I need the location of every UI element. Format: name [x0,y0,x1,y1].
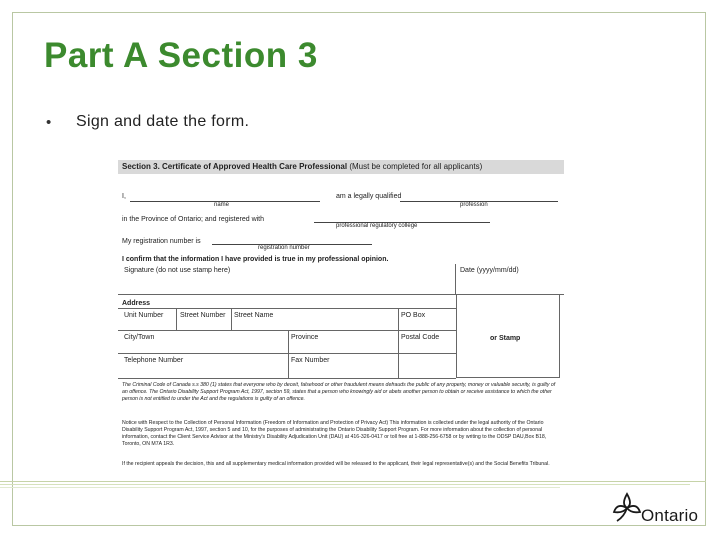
date-divider [455,264,456,294]
bullet-text: Sign and date the form. [76,113,250,130]
slide-title: Part A Section 3 [44,36,318,75]
unit-number-label: Unit Number [124,312,164,319]
address-rule-low [118,353,456,354]
address-rule-top [118,308,456,309]
bottom-rule-3 [0,487,560,488]
date-label: Date (yyyy/mm/dd) [460,267,519,274]
registration-number-label: registration number [258,245,310,251]
divider-street-number [231,308,232,330]
address-label: Address [122,300,151,307]
fax-label: Fax Number [291,357,330,364]
bottom-rule-1 [0,481,706,482]
divider-province [288,330,289,378]
confirm-label: I confirm that the information I have provided is true in my professional opinion. [122,256,389,263]
name-label: name [214,202,230,208]
ontario-logo-text: Ontario [641,506,699,525]
appeal-text: If the recipient appeals the decision, this and all supplementary medical information provided will be released to the applicant, their legal representative(s) and the Social Benefits Tribunal. [122,461,550,467]
street-name-label: Street Name [234,312,274,319]
divider-po-box [398,308,399,378]
address-rule-bottom [118,378,456,379]
criminal-code-text: The Criminal Code of Canada s.s 380 (1) states that everyone who by deceit, falsehood or other fraudulent means defrauds the public of any property, money or valuable security, is guilty of an offence. The Ontario Disability Support Program Act, 1997, section 59, states that a person who knowingly aid or abets another person to obtain or receive assistance to which the other person is not entitled to under the Act and the regulations is guilty of an offence. [122,382,556,402]
city-label: City/Town [124,334,155,341]
trillium-icon [612,492,642,529]
address-rule-mid [118,330,456,331]
divider-unit [176,308,177,330]
qualified-label: am a legally qualified [336,193,402,200]
postal-code-label: Postal Code [401,334,440,341]
form-image [118,156,564,482]
i-label: I, [122,193,126,200]
street-number-label: Street Number [180,312,226,319]
bottom-rule-2 [0,484,690,485]
section-heading-bold: Section 3. Certificate of Approved Health Care Professional [122,162,348,171]
signature-label: Signature (do not use stamp here) [124,267,231,274]
college-label: professional regulatory college [336,223,418,229]
bullet-marker: • [46,114,52,131]
telephone-label: Telephone Number [124,357,184,364]
province-label: in the Province of Ontario; and registered with [122,216,265,223]
section-heading [118,160,564,174]
profession-label: profession [460,202,488,208]
registration-label: My registration number is [122,238,201,245]
province-field-label: Province [291,334,319,341]
privacy-notice-text: Notice with Respect to the Collection of Personal Information (Freedom of Information and Protection of Privacy Act) This information is collected under the legal authority of the Ontario Disability Support Program Act, 1997, section 5 and 10, for the purposes of administrating the Ontario Disability Support Program. For more information about the collection of personal information, contact the Client Service Advisor at the Ministry's Disability Adjudication Unit (DAU) at 416-326-0417 or toll free at 1-888-256-6758 or by writing to the ODSP DAU,Box B18, Toronto, ON M7A 1R3. [122,420,547,447]
po-box-label: PO Box [401,312,426,319]
stamp-label: or Stamp [490,335,521,342]
section-heading-note: (Must be completed for all applicants) [349,162,483,171]
